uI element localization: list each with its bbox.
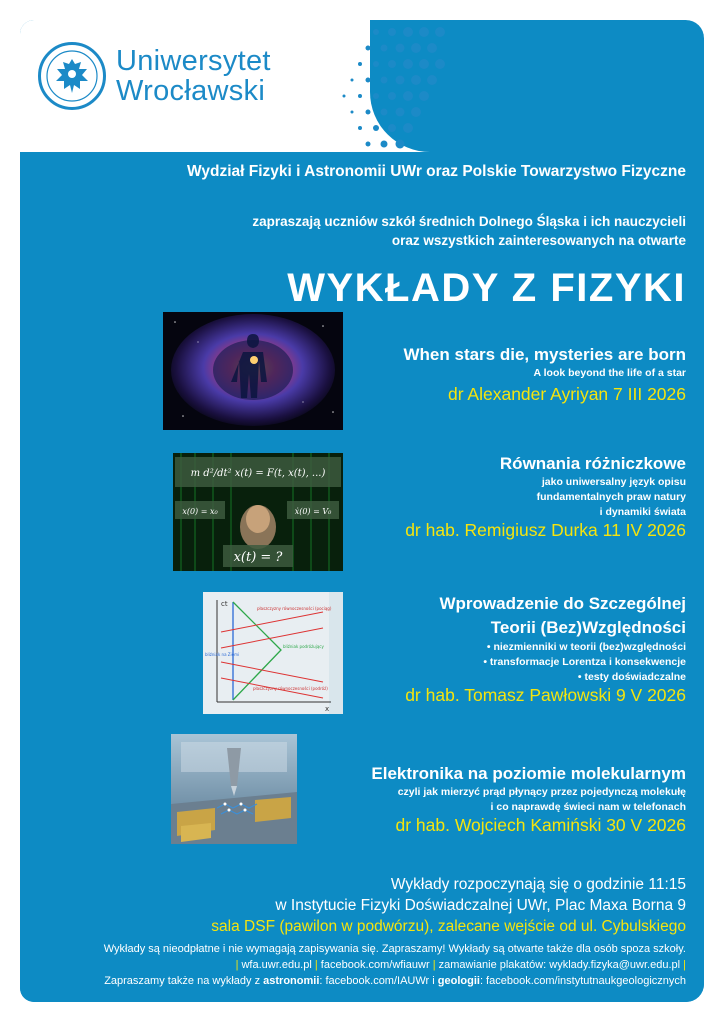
free-admission-note: Wykłady są nieodpłatne i nie wymagają zapisywania się. Zapraszamy! Wykłady są otwarte także dla osób spoza szkoły. <box>103 943 686 955</box>
dot-pattern <box>306 24 446 150</box>
lecture-3-title <box>439 592 686 640</box>
x-axis-label: x <box>325 705 330 713</box>
lecture-4-title: Elektronika na poziomie molekularnym <box>371 764 686 783</box>
university-logo[interactable] <box>38 42 271 110</box>
nebula-image <box>163 312 343 430</box>
venue-room: sala DSF (pawilon w podwórzu), zalecane wejście od ul. Cybulskiego <box>211 918 686 935</box>
lecture-2-title: Równania różniczkowe <box>499 454 686 473</box>
equation-initial-x: x(0) = x₀ <box>182 507 218 516</box>
links-row <box>20 957 686 973</box>
other-lectures-intro: Zapraszamy także na wykłady z <box>104 975 264 987</box>
diagram-label-3: bliźniak na Ziemi <box>205 652 240 657</box>
diagram-label-4: płaszczyzny równoczesności (podróż) <box>253 686 328 691</box>
facebook-link[interactable]: facebook.com/wfiauwr <box>320 959 430 971</box>
other-lectures-row <box>20 973 686 989</box>
start-time: Wykłady rozpoczynają się o godzinie 11:15 <box>390 876 686 893</box>
organizers: Wydział Fizyki i Astronomii UWr oraz Polskie Towarzystwo Fizyczne <box>187 163 686 180</box>
diagram-label-1: płaszczyzny równoczesności (pociąg) <box>257 606 332 611</box>
separator: | <box>314 959 318 971</box>
lecture-4-speaker: dr hab. Wojciech Kamiński 30 V 2026 <box>395 815 686 835</box>
lecture-2-subtitle-line: fundamentalnych praw natury <box>536 491 686 503</box>
lecture-2-image <box>173 453 343 571</box>
lecture-3-subtitle <box>483 640 686 685</box>
lecture-4-subtitle-line: czyli jak mierzyć prąd płynący przez pojedynczą molekułę <box>397 786 686 798</box>
equation-main: m d²/dt² x(t) = F(t, x(t), ...) <box>190 468 326 479</box>
invitation-line-2: oraz wszystkich zainteresowanych na otwarte <box>391 233 686 248</box>
footer-notes <box>20 941 686 989</box>
molecular-electronics-image <box>171 734 297 844</box>
astronomy-label: astronomii <box>263 975 320 987</box>
separator: | <box>683 959 686 971</box>
separator: | <box>235 959 239 971</box>
page-title: WYKŁADY Z FIZYKI <box>287 266 686 310</box>
astronomy-link[interactable]: : facebook.com/IAUWr i <box>319 975 438 987</box>
lecture-1-image <box>163 312 343 430</box>
lecture-3-subtitle-line: • transformacje Lorentza i konsekwencje <box>483 656 686 668</box>
lecture-1-subtitle: A look beyond the life of a star <box>533 367 686 379</box>
lecture-2-subtitle <box>537 475 686 520</box>
invitation-line-1: zapraszają uczniów szkół średnich Dolnego Śląska i ich nauczycieli <box>252 214 686 229</box>
lecture-3-image <box>203 592 343 714</box>
lecture-3-subtitle-line: • niezmienniki w teorii (bez)względności <box>486 641 686 653</box>
website-link[interactable]: wfa.uwr.edu.pl <box>241 959 312 971</box>
equations-image <box>173 453 343 571</box>
logo-line-2: Wrocławski <box>116 75 266 107</box>
geology-label: geologii <box>437 975 480 987</box>
lecture-4-subtitle <box>398 785 686 815</box>
poster <box>20 20 704 1002</box>
spacetime-diagram-image <box>203 592 343 714</box>
ct-axis-label: ct <box>221 600 228 608</box>
equation-question: x(t) = ? <box>233 550 283 565</box>
lecture-1-title: When stars die, mysteries are born <box>403 345 686 364</box>
diagram-label-2: bliźniak podróżujący <box>283 644 324 649</box>
logo-line-1: Uniwersytet <box>116 45 271 77</box>
lecture-1-speaker: dr Alexander Ayriyan 7 III 2026 <box>447 384 686 404</box>
lecture-2-speaker: dr hab. Remigiusz Durka 11 IV 2026 <box>405 520 686 540</box>
lecture-3-subtitle-line: • testy doświadczalne <box>577 671 686 683</box>
lecture-4-subtitle-line: i co naprawdę świeci nam w telefonach <box>490 801 686 813</box>
lecture-2-subtitle-line: jako uniwersalny język opisu <box>541 476 686 488</box>
venue-info <box>20 874 686 937</box>
lecture-3-title-line-2: Teorii (Bez)Względności <box>490 618 686 637</box>
invitation <box>20 212 686 250</box>
lecture-4-image <box>171 734 297 844</box>
equation-initial-v: ẋ(0) = V₀ <box>294 507 332 516</box>
venue-address: w Instytucie Fizyki Doświadczalnej UWr, Plac Maxa Borna 9 <box>275 897 686 914</box>
lecture-3-speaker: dr hab. Tomasz Pawłowski 9 V 2026 <box>405 685 686 705</box>
lecture-2-subtitle-line: i dynamiki świata <box>599 506 686 518</box>
lecture-3-title-line-1: Wprowadzenie do Szczególnej <box>439 594 686 613</box>
geology-link[interactable]: : facebook.com/instytutnaukgeologicznych <box>479 975 686 987</box>
separator: | <box>432 959 436 971</box>
eagle-seal-icon <box>38 42 106 110</box>
order-posters-link[interactable]: zamawianie plakatów: wyklady.fizyka@uwr.edu.pl <box>438 959 681 971</box>
